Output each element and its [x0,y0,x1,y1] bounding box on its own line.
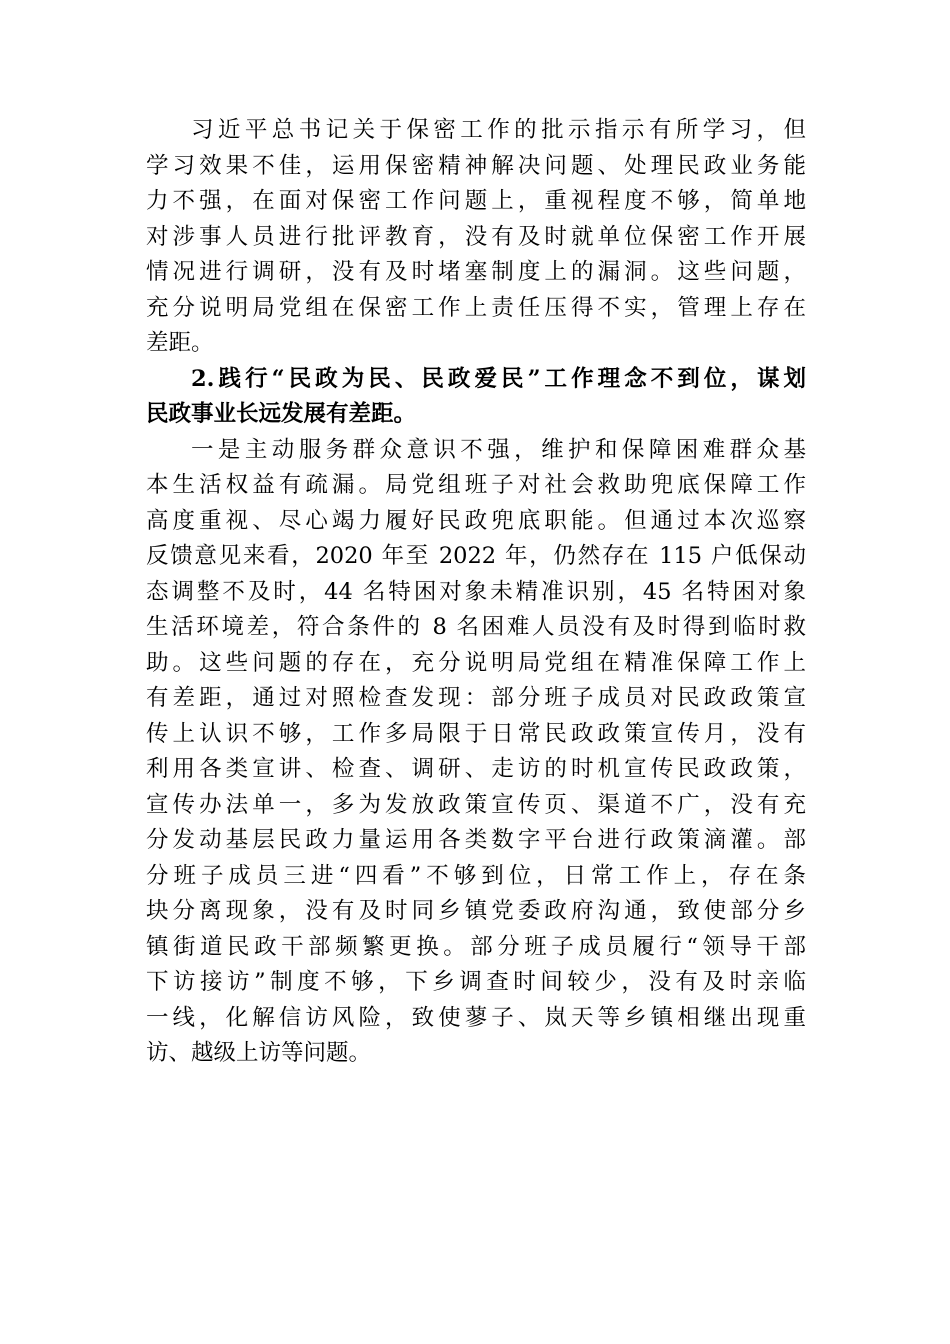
text-line: 助。这些问题的存在，充分说明局党组在精准保障工作上 [146,649,806,676]
text-line: 反馈意见来看，2020 年至 2022 年，仍然存在 115 户低保动 [146,543,806,569]
paragraph-service-awareness [146,433,806,1072]
text-line: 块分离现象，没有及时同乡镇党委政府沟通，致使部分乡 [146,898,806,924]
text-line: 充分说明局党组在保密工作上责任压得不实，管理上存在 [146,294,806,321]
text-line: 对涉事人员进行批评教育，没有及时就单位保密工作开展 [146,223,806,250]
section-heading [146,362,806,433]
text-line: 一线，化解信访风险，致使蓼子、岚天等乡镇相继出现重 [146,1004,806,1031]
text-line: 利用各类宣讲、检查、调研、走访的时机宣传民政政策， [146,756,806,782]
paragraph-confidentiality [146,113,806,362]
text-line: 生活环境差，符合条件的 8 名困难人员没有及时得到临时救 [146,614,806,640]
text-line: 分班子成员三进“四看”不够到位，日常工作上，存在条 [146,862,806,889]
text-line: 情况进行调研，没有及时堵塞制度上的漏洞。这些问题， [146,259,806,285]
text-line: 镇街道民政干部频繁更换。部分班子成员履行“领导干部 [146,933,806,960]
text-line: 一是主动服务群众意识不强，维护和保障困难群众基 [191,436,806,463]
text-line: 本生活权益有疏漏。局党组班子对社会救助兜底保障工作 [146,472,806,498]
text-line: 差距。 [146,330,214,356]
text-line: 分发动基层民政力量运用各类数字平台进行政策滴灌。部 [146,827,806,853]
text-line: 高度重视、尽心竭力履好民政兜底职能。但通过本次巡察 [146,507,806,534]
heading-line: 民政事业长远发展有差距。 [146,401,417,427]
text-line: 态调整不及时，44 名特困对象未精准识别，45 名特困对象 [146,578,806,605]
text-line: 力不强，在面对保密工作问题上，重视程度不够，简单地 [146,188,806,214]
text-line: 传上认识不够，工作多局限于日常民政政策宣传月，没有 [146,720,806,747]
heading-line: 2.践行“民政为民、民政爱民”工作理念不到位，谋划 [191,365,806,392]
text-line: 学习效果不佳，运用保密精神解决问题、处理民政业务能 [146,152,806,179]
text-line: 习近平总书记关于保密工作的批示指示有所学习，但 [191,117,806,143]
text-line: 有差距，通过对照检查发现：部分班子成员对民政政策宣 [146,685,806,711]
text-line: 宣传办法单一，多为发放政策宣传页、渠道不广，没有充 [146,791,806,818]
text-line: 访、越级上访等问题。 [146,1040,372,1066]
text-line: 下访接访”制度不够，下乡调查时间较少，没有及时亲临 [146,969,806,995]
document-body [146,113,806,1072]
